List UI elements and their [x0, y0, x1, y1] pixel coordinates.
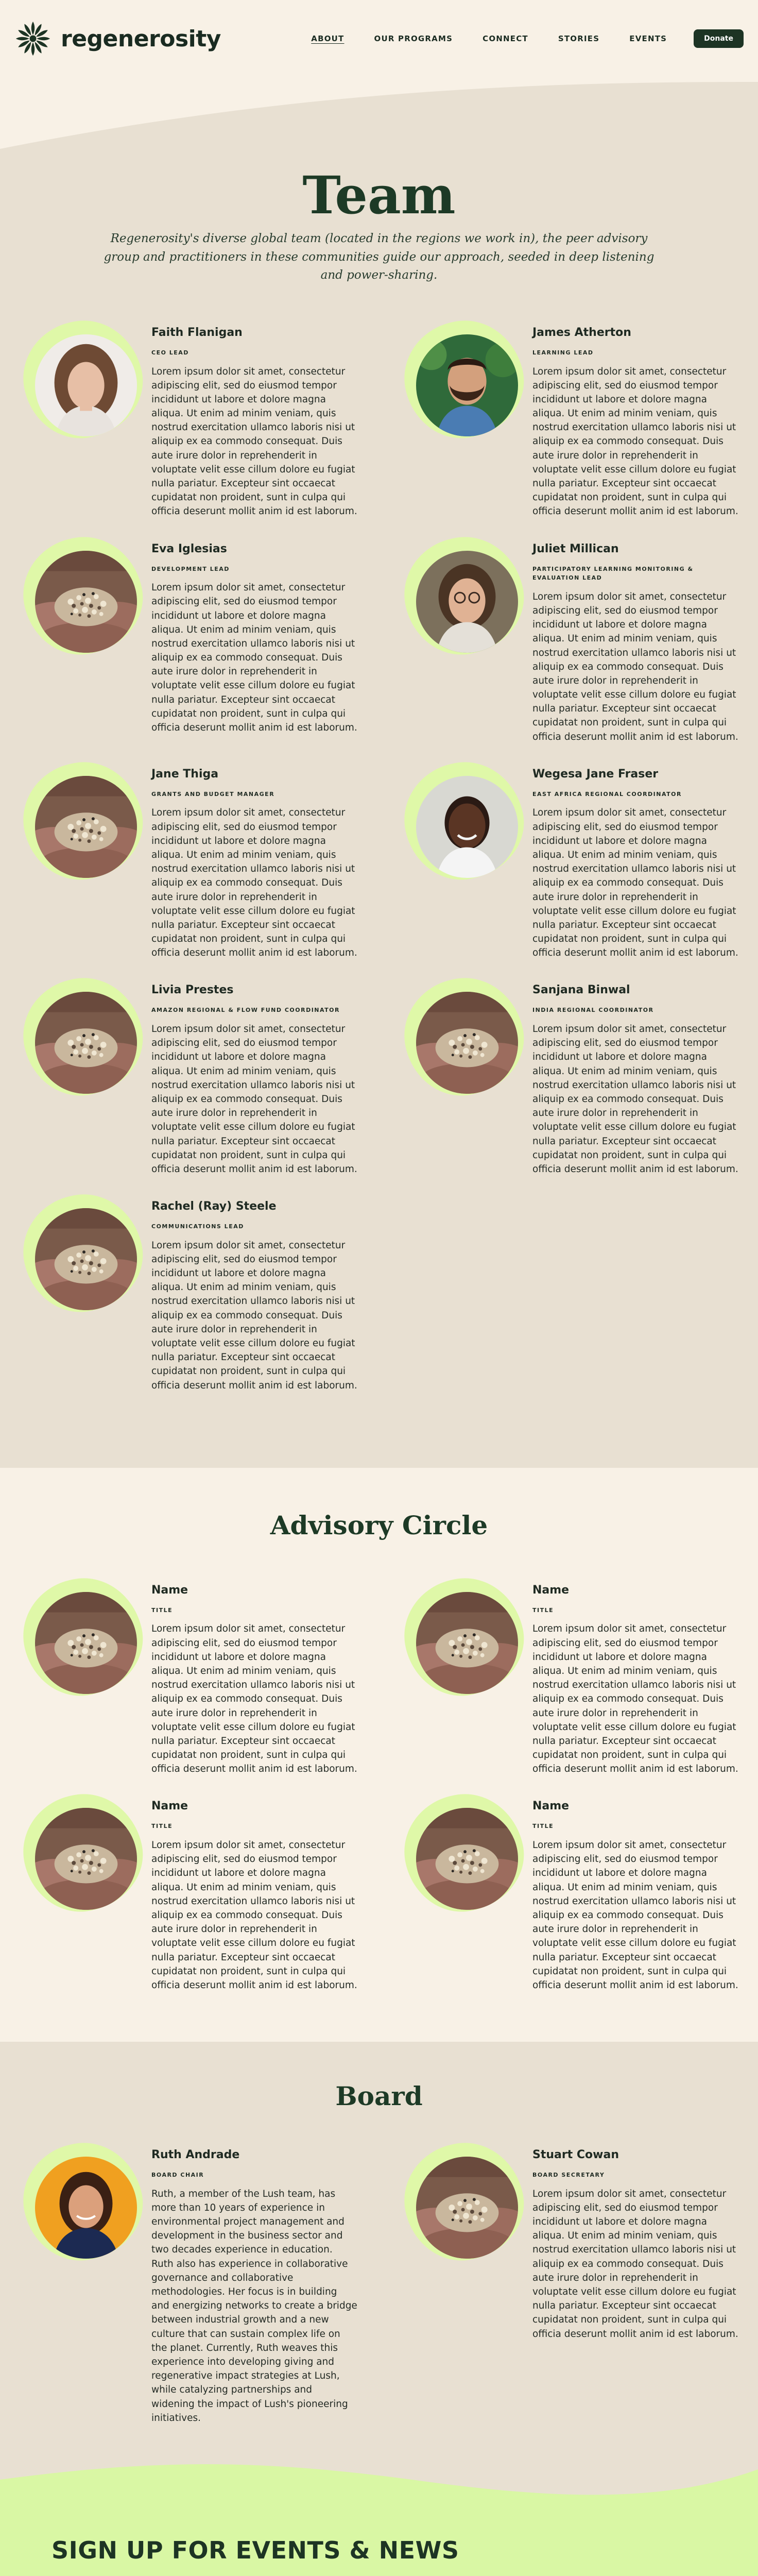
avatar-frame	[400, 2138, 532, 2271]
advisory-section	[0, 1468, 758, 2042]
person-name: Faith Flanigan	[151, 326, 243, 339]
person-bio: Lorem ipsum dolor sit amet, consectetur adipiscing elit, sed do eiusmod tempor incididunt ut labore et dolore magna aliqua. Ut enim ad minim veniam, quis nostrud exercitation ullamco laboris nisi ut aliquip ex ea commodo consequat. Duis aute irure dolor in reprehenderit in voluptate velit esse cillum dolore eu fugiat nulla pariatur. Excepteur sint occaecat cupidatat non proident, sunt in culpa qui officia deserunt mollit anim id est laborum.	[151, 582, 357, 734]
person-bio: Lorem ipsum dolor sit amet, consectetur adipiscing elit, sed do eiusmod tempor incididunt ut labore et dolore magna aliqua. Ut enim ad minim veniam, quis nostrud exercitation ullamco laboris nisi ut aliquip ex ea commodo consequat. Duis aute irure dolor in reprehenderit in voluptate velit esse cillum dolore eu fugiat nulla pariatur. Excepteur sint occaecat cupidatat non proident, sunt in culpa qui officia deserunt mollit anim id est laborum.	[151, 1840, 357, 1991]
person-bio: Lorem ipsum dolor sit amet, consectetur adipiscing elit, sed do eiusmod tempor incididunt ut labore et dolore magna aliqua. Ut enim ad minim veniam, quis nostrud exercitation ullamco laboris nisi ut aliquip ex ea commodo consequat. Duis aute irure dolor in reprehenderit in voluptate velit esse cillum dolore eu fugiat nulla pariatur. Excepteur sint occaecat cupidatat non proident, sunt in culpa qui officia deserunt mollit anim id est laborum.	[151, 1623, 357, 1775]
person-photo	[416, 551, 518, 653]
regenerosity-logo-icon	[14, 20, 51, 57]
person-name: Wegesa Jane Fraser	[532, 767, 659, 781]
person-bio: Lorem ipsum dolor sit amet, consectetur adipiscing elit, sed do eiusmod tempor incididunt ut labore et dolore magna aliqua. Ut enim ad minim veniam, quis nostrud exercitation ullamco laboris nisi ut aliquip ex ea commodo consequat. Duis aute irure dolor in reprehenderit in voluptate velit esse cillum dolore eu fugiat nulla pariatur. Excepteur sint occaecat cupidatat non proident, sunt in culpa qui officia deserunt mollit anim id est laborum.	[532, 807, 738, 959]
person-bio: Ruth, a member of the Lush team, has more than 10 years of experience in environmental project management and development in the business sector and two decades experience in education. Ruth also has experience in collaborative governance and collaborative methodologies. Her focus is in building and energizing networks to create a bridge between industrial growth and a new culture that can sustain complex life on the planet. Currently, Ruth weaves this experience into developing giving and regenerative impact strategies at Lush, while catalyzing partnerships and widening the impact of Lush's pioneering initiatives.	[151, 2188, 357, 2424]
person-bio: Lorem ipsum dolor sit amet, consectetur adipiscing elit, sed do eiusmod tempor incididunt ut labore et dolore magna aliqua. Ut enim ad minim veniam, quis nostrud exercitation ullamco laboris nisi ut aliquip ex ea commodo consequat. Duis aute irure dolor in reprehenderit in voluptate velit esse cillum dolore eu fugiat nulla pariatur. Excepteur sint occaecat cupidatat non proident, sunt in culpa qui officia deserunt mollit anim id est laborum.	[532, 366, 738, 517]
person-info	[532, 1573, 738, 1776]
person-bio: Lorem ipsum dolor sit amet, consectetur adipiscing elit, sed do eiusmod tempor incididunt ut labore et dolore magna aliqua. Ut enim ad minim veniam, quis nostrud exercitation ullamco laboris nisi ut aliquip ex ea commodo consequat. Duis aute irure dolor in reprehenderit in voluptate velit esse cillum dolore eu fugiat nulla pariatur. Excepteur sint occaecat cupidatat non proident, sunt in culpa qui officia deserunt mollit anim id est laborum.	[532, 1840, 738, 1991]
nav-events[interactable]: EVENTS	[629, 34, 667, 43]
person-info	[151, 973, 357, 1176]
person-photo	[416, 1592, 518, 1694]
person-card	[19, 2138, 379, 2425]
person-info	[532, 757, 738, 960]
person-name: James Atherton	[532, 326, 631, 339]
person-card	[400, 1573, 758, 1776]
avatar-frame	[400, 973, 532, 1106]
avatar	[35, 1592, 137, 1694]
person-name: Name	[151, 1583, 188, 1597]
person-card	[19, 1190, 379, 1393]
person-title: LEARNING LEAD	[532, 349, 594, 356]
signup-title: SIGN UP FOR EVENTS & NEWS	[51, 2536, 459, 2564]
nav-our-programs[interactable]: OUR PROGRAMS	[374, 34, 453, 43]
avatar	[35, 992, 137, 1094]
avatar	[35, 1808, 137, 1910]
avatar-frame	[400, 1573, 532, 1706]
person-title: EAST AFRICA REGIONAL COORDINATOR	[532, 790, 682, 798]
person-card	[19, 973, 379, 1176]
person-photo	[416, 776, 518, 878]
person-title: TITLE	[151, 1823, 173, 1830]
donate-button[interactable]: Donate	[694, 29, 744, 48]
person-info	[532, 973, 738, 1176]
person-title: TITLE	[532, 1606, 554, 1614]
advisory-title: Advisory Circle	[270, 1510, 488, 1540]
person-name: Name	[532, 1583, 570, 1597]
person-card	[400, 316, 758, 519]
person-title: GRANTS AND BUDGET MANAGER	[151, 790, 275, 798]
person-info	[532, 316, 738, 519]
person-name: Stuart Cowan	[532, 2148, 619, 2162]
board-grid	[19, 2138, 739, 2438]
person-photo	[35, 334, 137, 436]
person-title: AMAZON REGIONAL & FLOW FUND COORDINATOR	[151, 1007, 340, 1014]
person-name: Name	[151, 1800, 188, 1813]
person-info	[151, 1573, 357, 1776]
site-logo[interactable]	[14, 20, 221, 57]
avatar	[35, 2157, 137, 2259]
nav-connect[interactable]: CONNECT	[483, 34, 528, 43]
avatar-frame	[19, 757, 151, 890]
person-info	[532, 2138, 738, 2341]
avatar	[416, 2157, 518, 2259]
person-photo	[35, 1208, 137, 1310]
avatar-frame	[400, 757, 532, 890]
person-bio: Lorem ipsum dolor sit amet, consectetur adipiscing elit, sed do eiusmod tempor incididunt ut labore et dolore magna aliqua. Ut enim ad minim veniam, quis nostrud exercitation ullamco laboris nisi ut aliquip ex ea commodo consequat. Duis aute irure dolor in reprehenderit in voluptate velit esse cillum dolore eu fugiat nulla pariatur. Excepteur sint occaecat cupidatat non proident, sunt in culpa qui officia deserunt mollit anim id est laborum.	[532, 2188, 738, 2340]
avatar	[35, 776, 137, 878]
person-info	[151, 757, 357, 960]
avatar	[35, 334, 137, 436]
team-title: Team	[302, 165, 456, 226]
signup-wave-divider	[0, 2459, 758, 2501]
team-section	[0, 77, 758, 1468]
avatar	[416, 992, 518, 1094]
avatar	[416, 776, 518, 878]
avatar-frame	[400, 316, 532, 449]
person-photo	[35, 776, 137, 878]
avatar-frame	[19, 1789, 151, 1922]
advisory-grid	[19, 1573, 739, 2006]
main-nav	[281, 29, 744, 48]
person-name: Rachel (Ray) Steele	[151, 1200, 277, 1213]
avatar-frame	[19, 973, 151, 1106]
person-card	[19, 1573, 379, 1776]
board-title: Board	[335, 2081, 423, 2112]
avatar-frame	[19, 1190, 151, 1323]
avatar-frame	[19, 2138, 151, 2271]
person-photo	[35, 2157, 137, 2259]
person-card	[400, 757, 758, 960]
avatar-frame	[400, 1789, 532, 1922]
person-name: Sanjana Binwal	[532, 984, 630, 997]
avatar	[35, 551, 137, 653]
avatar	[416, 334, 518, 436]
person-card	[400, 1789, 758, 1992]
avatar	[416, 1592, 518, 1694]
signup-section	[0, 2500, 758, 2576]
person-card	[19, 1789, 379, 1992]
person-title: DEVELOPMENT LEAD	[151, 565, 230, 572]
nav-about[interactable]: ABOUT	[311, 34, 344, 43]
person-info	[532, 532, 738, 744]
person-name: Jane Thiga	[151, 767, 219, 781]
person-photo	[35, 551, 137, 653]
avatar-frame	[19, 532, 151, 665]
person-photo	[416, 992, 518, 1094]
person-info	[532, 1789, 738, 1992]
person-card	[400, 2138, 758, 2425]
board-section	[0, 2042, 758, 2500]
person-photo	[416, 1808, 518, 1910]
person-card	[19, 532, 379, 744]
person-name: Juliet Millican	[532, 542, 619, 555]
person-card	[19, 316, 379, 519]
person-bio: Lorem ipsum dolor sit amet, consectetur adipiscing elit, sed do eiusmod tempor incididunt ut labore et dolore magna aliqua. Ut enim ad minim veniam, quis nostrud exercitation ullamco laboris nisi ut aliquip ex ea commodo consequat. Duis aute irure dolor in reprehenderit in voluptate velit esse cillum dolore eu fugiat nulla pariatur. Excepteur sint occaecat cupidatat non proident, sunt in culpa qui officia deserunt mollit anim id est laborum.	[532, 591, 738, 742]
person-photo	[35, 1808, 137, 1910]
person-title: BOARD SECRETARY	[532, 2172, 605, 2179]
avatar-frame	[400, 532, 532, 665]
person-title: CEO LEAD	[151, 349, 189, 356]
avatar	[416, 551, 518, 653]
person-card	[400, 532, 758, 744]
person-title: INDIA REGIONAL COORDINATOR	[532, 1007, 654, 1014]
avatar	[416, 1808, 518, 1910]
person-info	[151, 1190, 357, 1393]
logo-text: regenerosity	[61, 25, 221, 52]
person-info	[151, 316, 357, 519]
person-title: TITLE	[151, 1606, 173, 1614]
person-info	[151, 2138, 357, 2425]
site-header	[0, 0, 758, 77]
avatar	[35, 1208, 137, 1310]
person-bio: Lorem ipsum dolor sit amet, consectetur adipiscing elit, sed do eiusmod tempor incididunt ut labore et dolore magna aliqua. Ut enim ad minim veniam, quis nostrud exercitation ullamco laboris nisi ut aliquip ex ea commodo consequat. Duis aute irure dolor in reprehenderit in voluptate velit esse cillum dolore eu fugiat nulla pariatur. Excepteur sint occaecat cupidatat non proident, sunt in culpa qui officia deserunt mollit anim id est laborum.	[151, 1240, 357, 1391]
person-photo	[35, 1592, 137, 1694]
person-title: COMMUNICATIONS LEAD	[151, 1223, 244, 1230]
avatar-frame	[19, 1573, 151, 1706]
person-photo	[35, 992, 137, 1094]
person-name: Livia Prestes	[151, 984, 234, 997]
avatar-frame	[19, 316, 151, 449]
person-card	[400, 973, 758, 1176]
team-grid	[19, 316, 739, 1406]
person-card	[19, 757, 379, 960]
person-title: PARTICIPATORY LEARNING MONITORING & EVALUATION LEAD	[532, 565, 694, 582]
person-info	[151, 1789, 357, 1992]
person-bio: Lorem ipsum dolor sit amet, consectetur adipiscing elit, sed do eiusmod tempor incididunt ut labore et dolore magna aliqua. Ut enim ad minim veniam, quis nostrud exercitation ullamco laboris nisi ut aliquip ex ea commodo consequat. Duis aute irure dolor in reprehenderit in voluptate velit esse cillum dolore eu fugiat nulla pariatur. Excepteur sint occaecat cupidatat non proident, sunt in culpa qui officia deserunt mollit anim id est laborum.	[151, 1024, 357, 1175]
person-name: Ruth Andrade	[151, 2148, 240, 2162]
person-info	[151, 532, 357, 735]
person-photo	[416, 334, 518, 436]
person-bio: Lorem ipsum dolor sit amet, consectetur adipiscing elit, sed do eiusmod tempor incididunt ut labore et dolore magna aliqua. Ut enim ad minim veniam, quis nostrud exercitation ullamco laboris nisi ut aliquip ex ea commodo consequat. Duis aute irure dolor in reprehenderit in voluptate velit esse cillum dolore eu fugiat nulla pariatur. Excepteur sint occaecat cupidatat non proident, sunt in culpa qui officia deserunt mollit anim id est laborum.	[151, 807, 357, 959]
person-photo	[416, 2157, 518, 2259]
nav-stories[interactable]: STORIES	[558, 34, 600, 43]
person-name: Name	[532, 1800, 570, 1813]
person-bio: Lorem ipsum dolor sit amet, consectetur adipiscing elit, sed do eiusmod tempor incididunt ut labore et dolore magna aliqua. Ut enim ad minim veniam, quis nostrud exercitation ullamco laboris nisi ut aliquip ex ea commodo consequat. Duis aute irure dolor in reprehenderit in voluptate velit esse cillum dolore eu fugiat nulla pariatur. Excepteur sint occaecat cupidatat non proident, sunt in culpa qui officia deserunt mollit anim id est laborum.	[151, 366, 357, 517]
person-bio: Lorem ipsum dolor sit amet, consectetur adipiscing elit, sed do eiusmod tempor incididunt ut labore et dolore magna aliqua. Ut enim ad minim veniam, quis nostrud exercitation ullamco laboris nisi ut aliquip ex ea commodo consequat. Duis aute irure dolor in reprehenderit in voluptate velit esse cillum dolore eu fugiat nulla pariatur. Excepteur sint occaecat cupidatat non proident, sunt in culpa qui officia deserunt mollit anim id est laborum.	[532, 1623, 738, 1775]
person-name: Eva Iglesias	[151, 542, 227, 555]
team-intro: Regenerosity's diverse global team (located in the regions we work in), the peer advisory group and practitioners in these communities guide our approach, seeded in deep listening and power-sharing.	[104, 232, 654, 282]
person-title: TITLE	[532, 1823, 554, 1830]
person-title: BOARD CHAIR	[151, 2172, 204, 2179]
person-bio: Lorem ipsum dolor sit amet, consectetur adipiscing elit, sed do eiusmod tempor incididunt ut labore et dolore magna aliqua. Ut enim ad minim veniam, quis nostrud exercitation ullamco laboris nisi ut aliquip ex ea commodo consequat. Duis aute irure dolor in reprehenderit in voluptate velit esse cillum dolore eu fugiat nulla pariatur. Excepteur sint occaecat cupidatat non proident, sunt in culpa qui officia deserunt mollit anim id est laborum.	[532, 1024, 738, 1175]
